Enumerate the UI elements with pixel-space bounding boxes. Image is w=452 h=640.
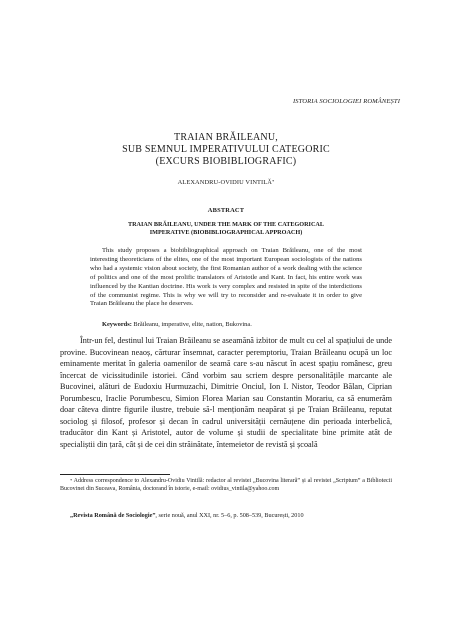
- footnote-mark: *: [70, 478, 73, 483]
- abstract-title-line-1: TRAIAN BRĂILEANU, UNDER THE MARK OF THE CATEGORICAL: [127, 221, 325, 228]
- author-footnote-mark[interactable]: *: [272, 179, 275, 184]
- keywords-list: Brăileanu, imperative, elite, nation, Bukovina.: [131, 321, 252, 328]
- body-paragraph: Într-un fel, destinul lui Traian Brăileanu se aseamănă izbitor de mult cu cel al spațiului de unde provine. Bucovinean neaoș, cărturar însemnat, caracter peremptoriu, Traian Brăileanu ocupă un loc eminamente meritat în galeria oamenilor de seamă care s-au născut în acest spațiu românesc, greu încercat de vicissitudinile istoriei. Când vorbim sau scriem despre personalitățile marcante ale Bucovinei, alături de Eudoxiu Hurmuzachi, Dimitrie Onciul, Ion I. Nistor, Teodor Bălan, Ciprian Porumbescu, Iraclie Porumbescu, Simion Florea Marian sau Constantin Morariu, ca să enumerăm doar câteva dintre figurile ilustre, trebuie să-l menționăm neapărat și pe Traian Brăileanu, reputat sociolog și filosof, profesor și decan în cadrul universității cernăuțene din perioada interbelică, traducător din Kant și Aristotel, autor de volume și studii de specialitate bine primite atât de specialiștii din țară, cât și de cei din străinătate, întemeietor de revistă și școală: [60, 336, 392, 449]
- footnote-text: Address correspondence to Alexandru-Ovidiu Vintilă: redactor al revistei „Bucovina literară” și al revistei „Scriptum” a Bibliotecii Bucovinei din Suceava, România, doctorand în istorie, e-mail: ovidius_vintila@yahoo.com: [60, 478, 392, 493]
- author-name: ALEXANDRU-OVIDIU VINTILĂ: [177, 179, 272, 186]
- abstract-body: [90, 247, 362, 309]
- title-line-3: (EXCURS BIOBIBLIOGRAFIC): [155, 156, 297, 167]
- author-line: [60, 179, 392, 186]
- title-line-2: SUB SEMNUL IMPERATIVULUI CATEGORIC: [122, 144, 330, 155]
- footnote: [60, 477, 392, 494]
- journal-details: , serie nouă, anul XXI, nr. 5–6, p. 508–539, București, 2010: [155, 512, 304, 519]
- journal-citation: [70, 512, 392, 519]
- abstract-heading: ABSTRACT: [207, 207, 245, 214]
- journal-name: „Revista Română de Sociologie”: [70, 512, 156, 519]
- keywords-line: [102, 321, 362, 329]
- running-header: ISTORIA SOCIOLOGIEI ROMÂNEȘTI: [292, 98, 400, 105]
- footnote-divider: [60, 474, 170, 475]
- abstract-paragraph: This study proposes a biobibliographical approach on Traian Brăileanu, one of the most interesting theoreticians of the elites, one of the most important European sociologists of the nations who had a systemic vision about society, the first Romanian author of a work dealing with the science of politics and one of the most prolific translators of Aristotle and Kant. In fact, his entire work was influenced by the Kantian doctrine. His work is very complex and resisted in spite of the interdictions of the communist regime. This is why we will try to reconsider and re-evaluate it in order to give Traian Brăileanu the place he deserves.: [90, 247, 362, 308]
- article-title: [60, 132, 392, 168]
- title-line-1: TRAIAN BRĂILEANU,: [174, 132, 278, 143]
- abstract-title: [90, 221, 362, 237]
- abstract-title-line-2: IMPERATIVE (BIOBIBLIOGRAPHICAL APPROACH): [149, 229, 303, 236]
- keywords-label: Keywords:: [102, 321, 132, 328]
- article-body: [60, 335, 392, 450]
